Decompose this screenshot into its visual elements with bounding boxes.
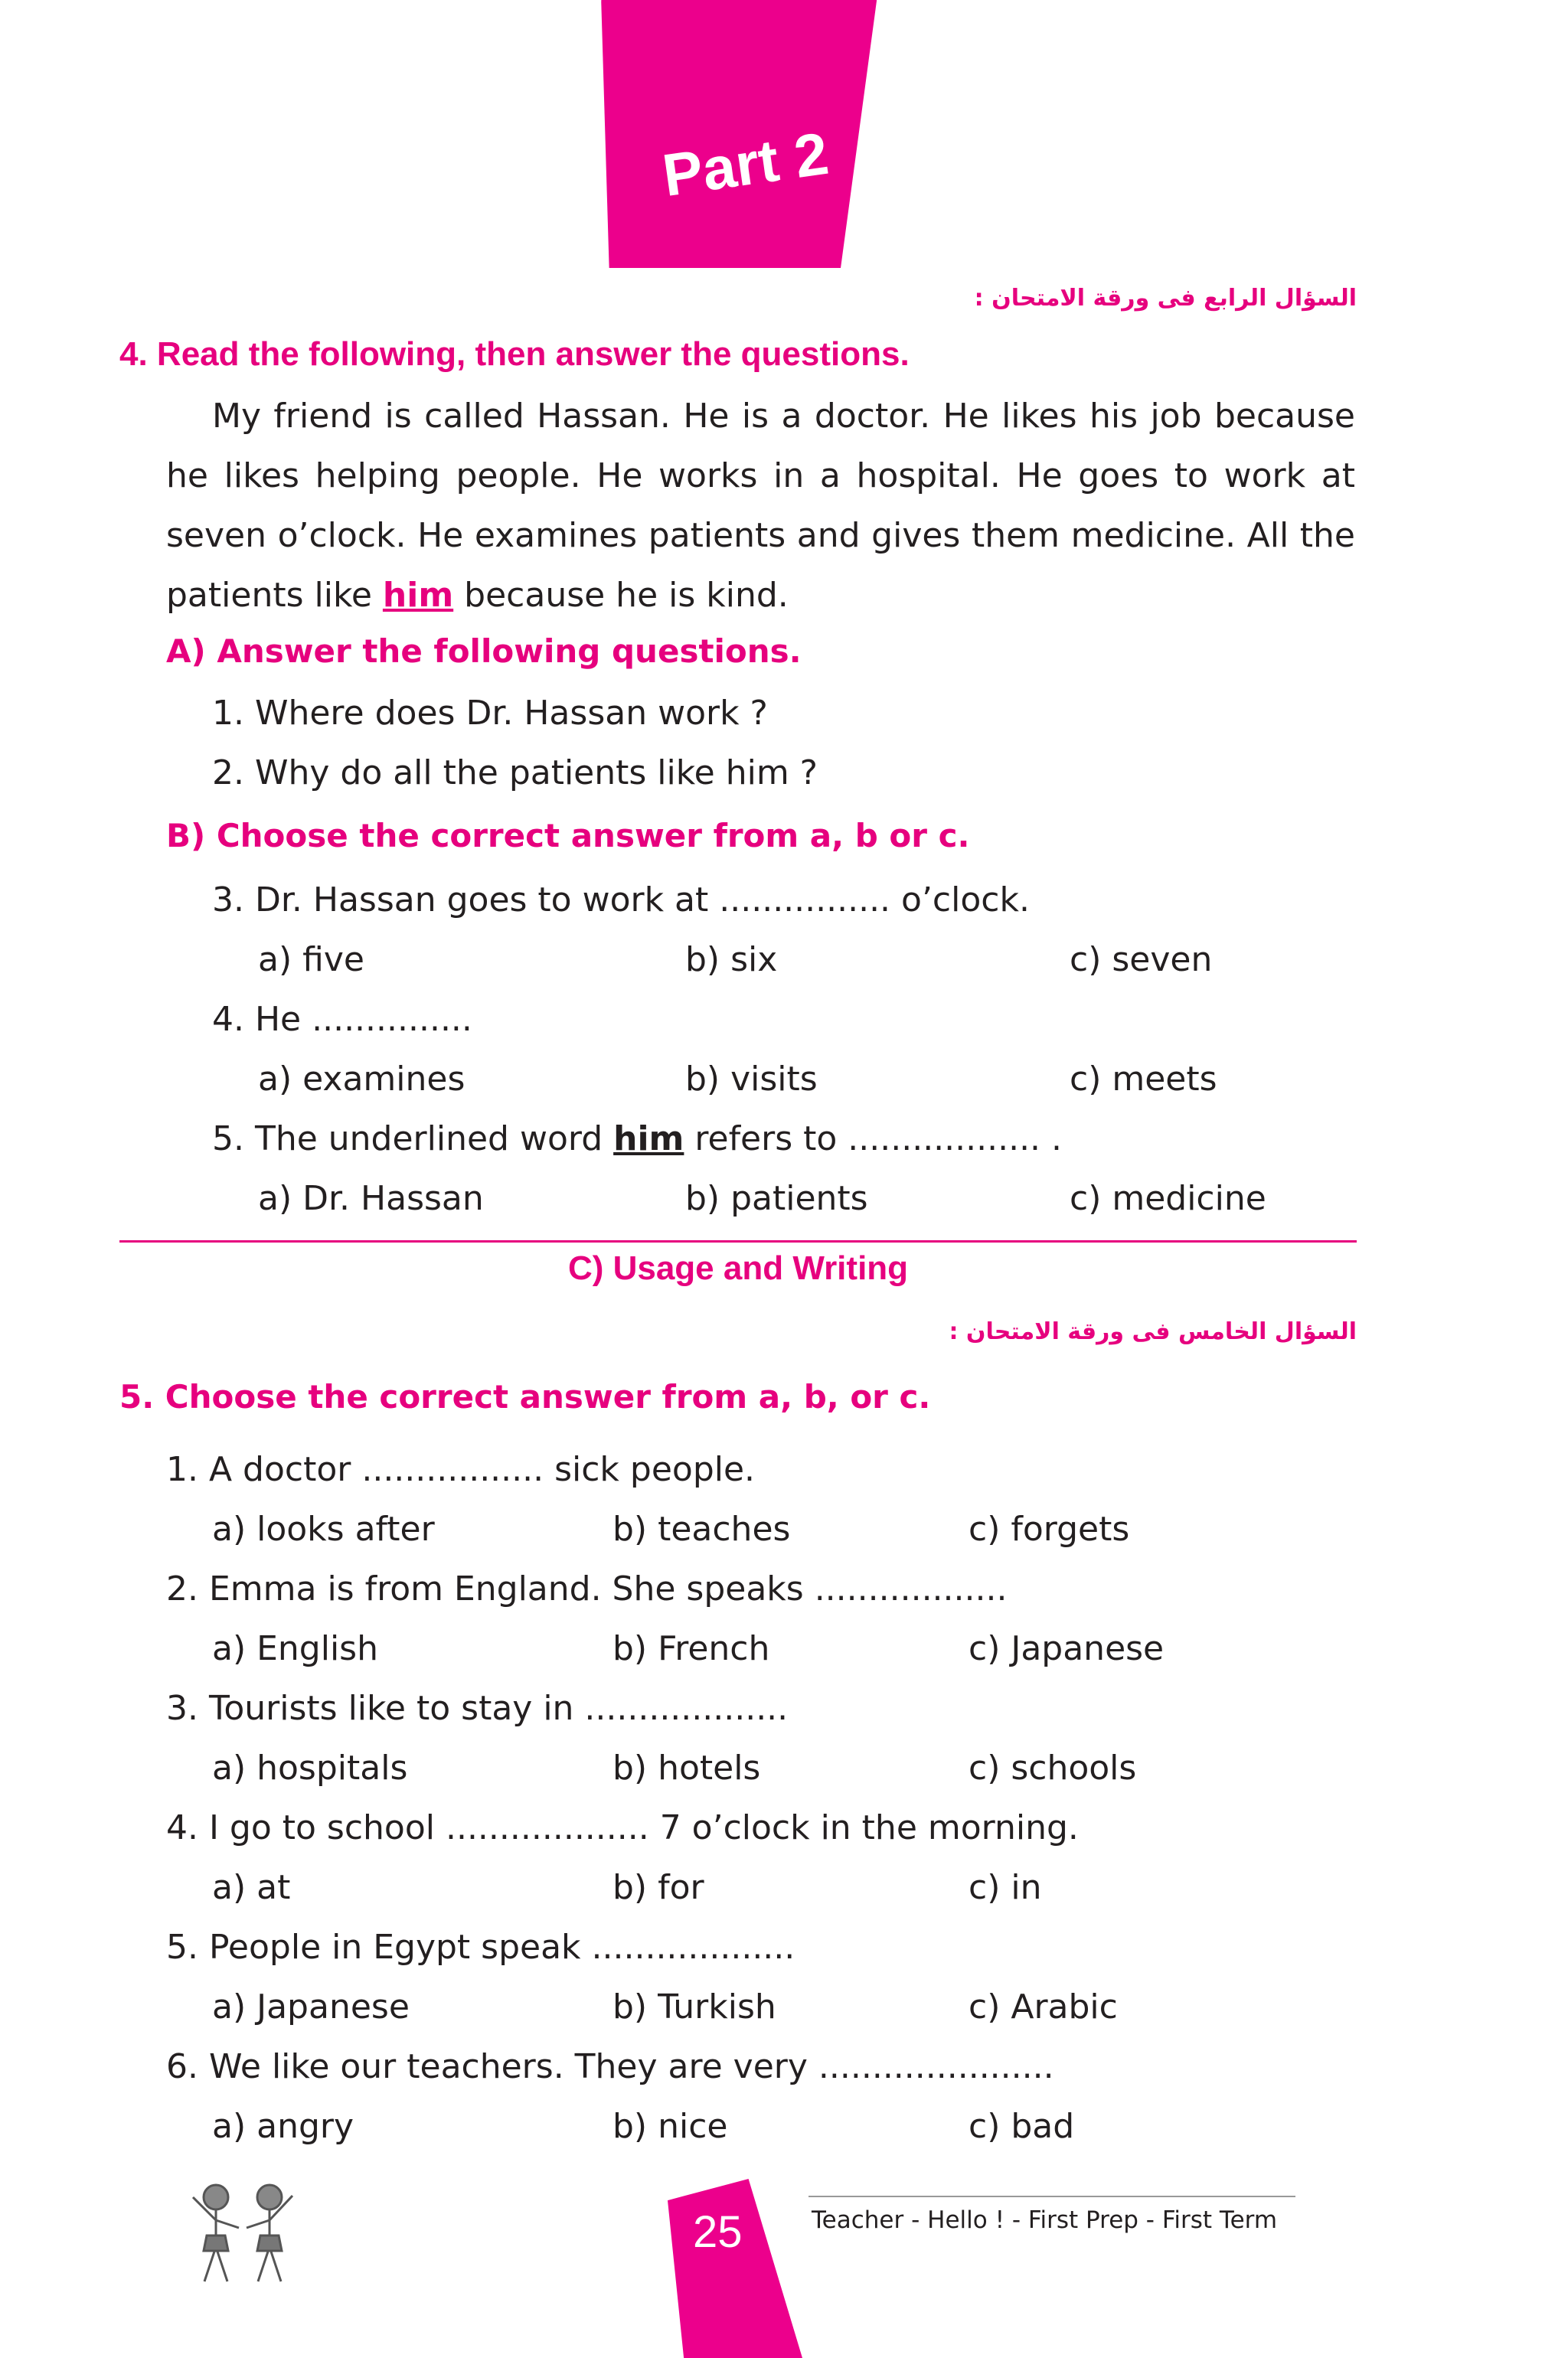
- passage-text: My friend is called Hassan. He is a doctor. He likes his job because he likes helping people. He works in a hospital. He goes to work at seven o’clock. He examines patients and gives them medicine. All the patients like: [166, 397, 1355, 615]
- q5-question-3: 3. Tourists like to stay in ...................: [166, 1689, 789, 1728]
- section-divider: [119, 1240, 1357, 1243]
- q4-arabic-note: السؤال الرابع فى ورقة الامتحان :: [974, 285, 1357, 312]
- question-b3: 3. Dr. Hassan goes to work at ................ o’clock.: [212, 880, 1030, 919]
- q5-option-3b: b) hotels: [612, 1749, 761, 1788]
- q5-option-6a: a) angry: [212, 2107, 354, 2146]
- option-b4-b: b) visits: [685, 1060, 818, 1099]
- section-b-heading: B) Choose the correct answer from a, b or c.: [166, 817, 970, 854]
- question-a2: 2. Why do all the patients like him ?: [212, 753, 818, 792]
- option-b3-b: b) six: [685, 940, 778, 979]
- q5-option-2b: b) French: [612, 1629, 770, 1668]
- q5-option-5a: a) Japanese: [212, 1987, 410, 2027]
- footer-rule: [808, 2196, 1295, 2197]
- q5-question-2: 2. Emma is from England. She speaks ..................: [166, 1569, 1008, 1608]
- children-illustration: [178, 2174, 315, 2289]
- option-b4-a: a) examines: [258, 1060, 466, 1099]
- part-title: Part 2: [658, 119, 833, 210]
- q5-option-3a: a) hospitals: [212, 1749, 408, 1788]
- option-b5-b: b) patients: [685, 1179, 868, 1218]
- passage-underlined-word: him: [382, 576, 454, 615]
- q5-option-2c: c) Japanese: [969, 1629, 1165, 1668]
- q5-option-6c: c) bad: [969, 2107, 1075, 2146]
- section-a-heading: A) Answer the following questions.: [166, 632, 802, 670]
- q5-arabic-note: السؤال الخامس فى ورقة الامتحان :: [949, 1318, 1357, 1345]
- option-b5-c: c) medicine: [1070, 1179, 1266, 1218]
- q5-option-1b: b) teaches: [612, 1510, 791, 1549]
- usage-heading: C) Usage and Writing: [567, 1249, 909, 1287]
- option-b3-c: c) seven: [1070, 940, 1213, 979]
- q5-question-5: 5. People in Egypt speak ...................: [166, 1928, 795, 1967]
- q5-option-1a: a) looks after: [212, 1510, 435, 1549]
- footer-book-title: Teacher - Hello ! - First Prep - First Term: [812, 2206, 1278, 2234]
- q5-option-6b: b) nice: [612, 2107, 728, 2146]
- q5-option-1c: c) forgets: [969, 1510, 1130, 1549]
- q5-option-5b: b) Turkish: [612, 1987, 776, 2027]
- q5-option-5c: c) Arabic: [969, 1987, 1118, 2027]
- q5-heading: 5. Choose the correct answer from a, b, or c.: [119, 1378, 931, 1416]
- option-b4-c: c) meets: [1070, 1060, 1217, 1099]
- q5-question-6: 6. We like our teachers. They are very ......................: [166, 2047, 1054, 2086]
- option-b5-a: a) Dr. Hassan: [258, 1179, 484, 1218]
- reading-passage: [166, 387, 1355, 625]
- page-number: 25: [693, 2207, 743, 2257]
- question-b4: 4. He ...............: [212, 1000, 472, 1039]
- q5-question-1: 1. A doctor ................. sick people.: [166, 1450, 756, 1489]
- question-a1: 1. Where does Dr. Hassan work ?: [212, 694, 768, 733]
- question-b5-text: 5. The underlined word: [212, 1119, 614, 1158]
- q5-option-4b: b) for: [612, 1868, 704, 1907]
- question-b5: [212, 1119, 1062, 1158]
- question-b5-underlined-word: him: [613, 1119, 684, 1158]
- q5-option-2a: a) English: [212, 1629, 378, 1668]
- q5-question-4: 4. I go to school ................... 7 o’clock in the morning.: [166, 1808, 1079, 1847]
- passage-text-end: because he is kind.: [453, 576, 789, 615]
- q5-option-4c: c) in: [969, 1868, 1042, 1907]
- q5-option-4a: a) at: [212, 1868, 291, 1907]
- question-b5-text-end: refers to .................. .: [684, 1119, 1063, 1158]
- q5-option-3c: c) schools: [969, 1749, 1137, 1788]
- option-b3-a: a) five: [258, 940, 364, 979]
- q4-heading: 4. Read the following, then answer the questions.: [119, 335, 910, 373]
